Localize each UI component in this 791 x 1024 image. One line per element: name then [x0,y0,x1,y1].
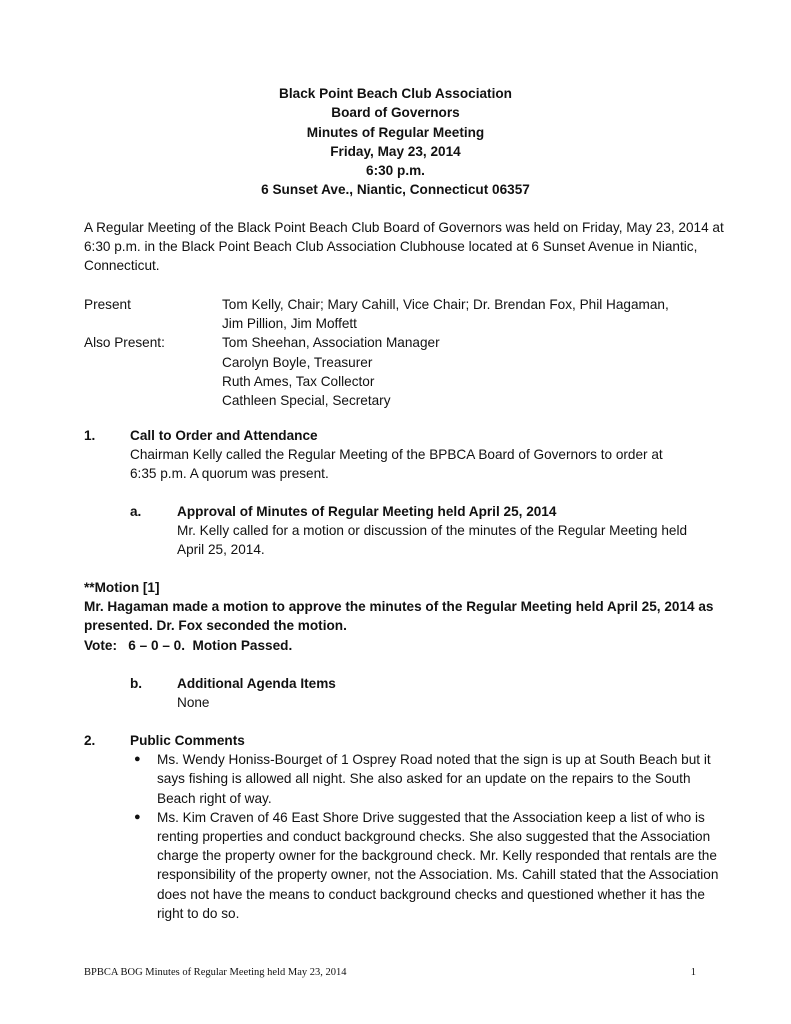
also-present-names [222,333,440,410]
subsection-b-title: Additional Agenda Items [177,676,336,691]
section-2-content [130,731,724,923]
comment-text: Ms. Kim Craven of 46 East Shore Drive suggested that the Association keep a list of who is renting properties and conduct background checks. She also suggested that the Association charge the property owner for the background check. Mr. Kelly responded that rentals are the responsibility of the property owner, not the Association. Ms. Cahill stated that the Association does not have the means to conduct background checks and questioned whether it has the right to do so. [157,809,719,921]
also-present-person: Ruth Ames, Tax Collector [222,373,375,389]
list-item [130,808,724,923]
motion-heading: **Motion [1] [84,580,160,595]
present-label: Present [84,297,131,312]
motion-vote: Vote: 6 – 0 – 0. Motion Passed. [84,637,293,653]
present-row [84,295,724,333]
header-board: Board of Governors [331,105,460,121]
present-line: Jim Pillion, Jim Moffett [222,316,357,332]
section-1-content [130,426,690,484]
subsection-a-title: Approval of Minutes of Regular Meeting held April 25, 2014 [177,504,557,519]
attendance-block [84,295,724,410]
intro-paragraph: A Regular Meeting of the Black Point Beach Club Board of Governors was held on Friday, May 23, 2014 at 6:30 p.m. in the Black Point Beach Club Association Clubhouse located at 6 Sunset Avenue in Niantic, Connecticut. [84,220,724,274]
section-1-title: Call to Order and Attendance [130,428,318,443]
header-org: Black Point Beach Club Association [279,86,512,101]
subsection-a-letter: a. [130,504,142,519]
also-present-label: Also Present: [84,335,165,351]
subsection-a-content [177,502,697,560]
list-item [130,750,724,808]
header-date: Friday, May 23, 2014 [330,143,461,159]
section-1 [84,426,724,484]
motion-text: Mr. Hagaman made a motion to approve the minutes of the Regular Meeting held April 25, 2014 as presented. Dr. Fox seconded the motion. [84,599,714,634]
subsection-a [84,502,724,560]
subsection-b-letter: b. [130,676,143,691]
motion-block [84,578,724,655]
page-number: 1 [690,967,696,978]
header-address: 6 Sunset Ave., Niantic, Connecticut 06357 [261,182,530,198]
bullet-icon: ● [134,810,141,823]
bullet-icon: ● [134,753,141,766]
also-present-row [84,333,724,410]
also-present-person: Tom Sheehan, Association Manager [222,335,440,351]
subsection-a-body: Mr. Kelly called for a motion or discussion of the minutes of the Regular Meeting held April 25, 2014. [177,523,688,558]
section-2-number: 2. [84,733,96,748]
header-title: Minutes of Regular Meeting [306,124,485,140]
section-2-title: Public Comments [130,733,245,748]
document-header [0,84,791,200]
subsection-b-content [177,674,336,712]
section-2 [84,731,724,923]
also-present-person: Carolyn Boyle, Treasurer [222,354,373,370]
section-1-row [84,426,724,484]
subsection-b-body: None [177,695,210,711]
page-footer [84,963,696,982]
comment-text: Ms. Wendy Honiss-Bourget of 1 Osprey Road noted that the sign is up at South Beach but it says fishing is allowed all night. She also asked for an update on the repairs to the South Beach right of way. [157,752,711,806]
subsection-b [84,674,724,712]
present-names [222,295,669,333]
also-present-person: Cathleen Special, Secretary [222,393,391,409]
section-1-number: 1. [84,428,96,443]
present-line: Tom Kelly, Chair; Mary Cahill, Vice Chair; Dr. Brendan Fox, Phil Hagaman, [222,297,669,312]
section-1-body: Chairman Kelly called the Regular Meeting of the BPBCA Board of Governors to order at 6:35 p.m. A quorum was present. [130,447,663,482]
header-time: 6:30 p.m. [366,163,425,179]
footer-text: BPBCA BOG Minutes of Regular Meeting held May 23, 2014 [84,967,347,978]
section-2-row [84,731,724,923]
subsection-b-row [84,674,724,712]
public-comments-list [130,750,724,923]
subsection-a-row [84,502,724,560]
